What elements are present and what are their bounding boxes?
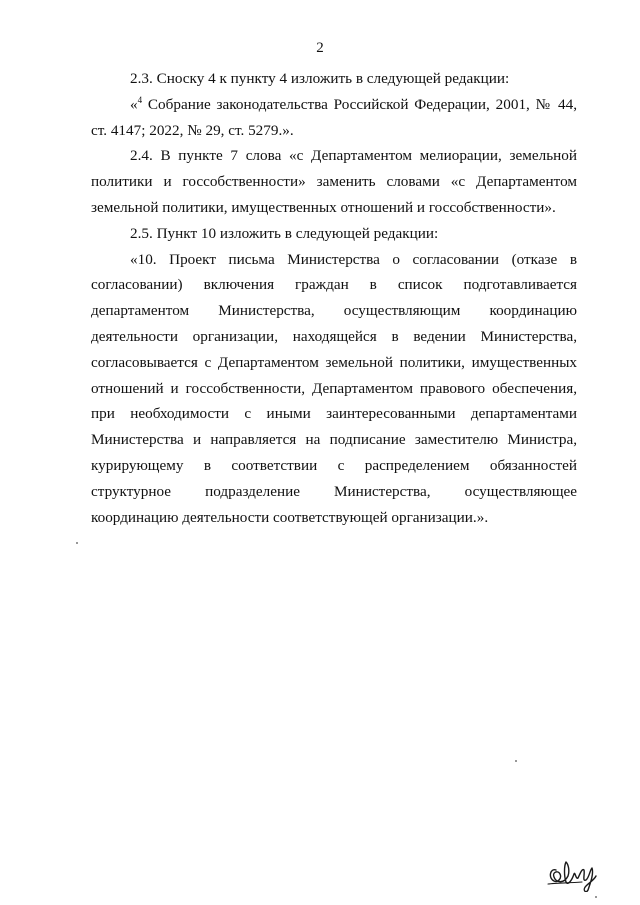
paragraph-10-text: «10. Проект письма Министерства о согласовании (отказе в согласовании) включения граждан в список подготавливается департаментом Министерства, осуществляющим координацию деятельности организации, находящейся в ведении Министерства, согласовывается с Департаментом земельной политики, имущественных отношений и госсобственности, Департаментом правового обеспечения, при необходимости с иными заинтересованными департаментами Министерства и направляется на подписание заместителю Министра, курирующему в соответствии с распределением обязанностей структурное подразделение Министерства, осуществляющее координацию деятельности соответствующей организации.».: [91, 250, 577, 526]
scan-speck: [515, 760, 517, 762]
paragraph-2-3: 2.3. Сноску 4 к пункту 4 изложить в следующей редакции:: [130, 70, 510, 87]
paragraph-footnote-text: [91, 92, 577, 144]
document-body: [91, 66, 577, 530]
paragraph-2-4: 2.4. В пункте 7 слова «с Департаментом мелиорации, земельной политики и госсобственности» заменить словами «с Департаментом земельной политики, имущественных отношений и госсобственности».: [91, 147, 577, 216]
page-number: 2: [316, 40, 324, 56]
scan-speck: [595, 896, 597, 898]
quote-open: «: [130, 95, 138, 113]
footnote-mark: 4: [137, 94, 143, 105]
paragraph-2-5: 2.5. Пункт 10 изложить в следующей редакции:: [130, 224, 439, 242]
handwritten-signature: [542, 850, 598, 892]
footnote-content: Собрание законодательства Российской Федерации, 2001, № 44, ст. 4147; 2022, № 29, ст. 5279.».: [91, 95, 577, 139]
scan-speck: [76, 542, 78, 544]
